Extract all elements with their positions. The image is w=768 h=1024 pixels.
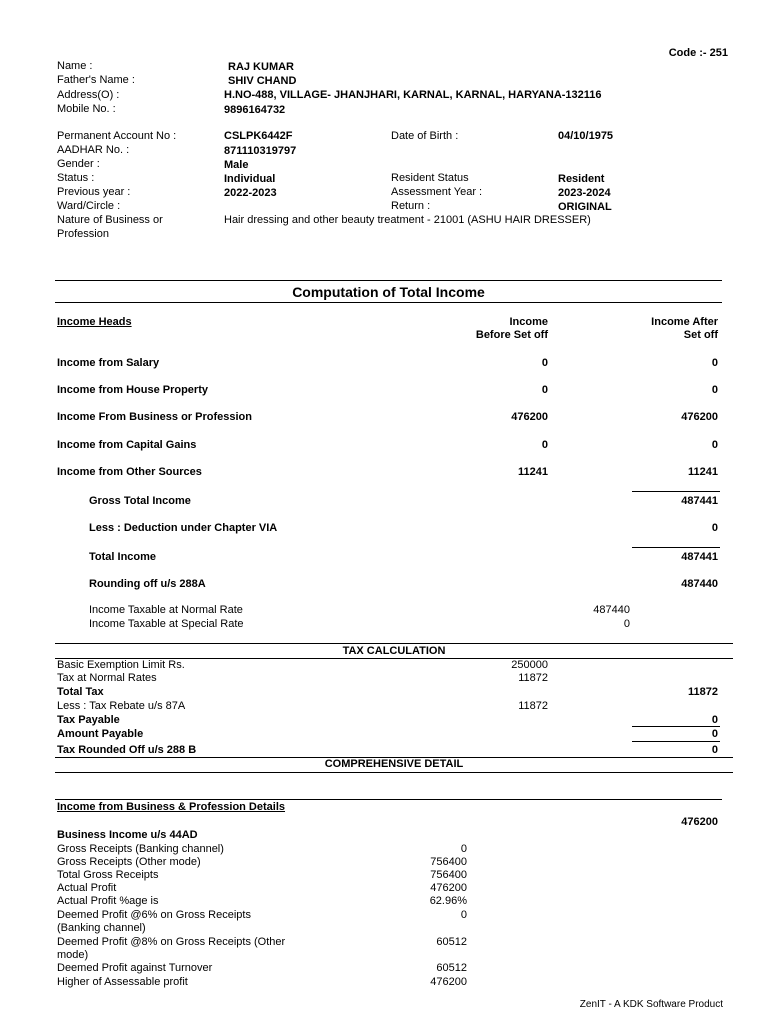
deduction-label: Less : Deduction under Chapter VIA [89,522,278,534]
income-row-before: 476200 [511,411,548,423]
dob-value: 04/10/1975 [558,130,614,142]
amount-payable-value: 0 [711,728,718,740]
col-after-header-line2: Set off [683,329,718,341]
sum-line [632,547,720,548]
income-row-after: 0 [711,439,718,451]
gender-label: Gender : [57,158,100,170]
tax-calculation-title: TAX CALCULATION [342,645,446,657]
return-value: ORIGINAL [558,201,612,213]
income-row-label: Income From Business or Profession [57,411,252,423]
mobile-label: Mobile No. : [57,103,116,115]
aadhar-value: 871110319797 [224,145,297,157]
status-value: Individual [224,173,276,185]
total-income-value: 487441 [681,551,718,563]
higher-profit-label: Higher of Assessable profit [57,976,188,988]
tax-payable-value: 0 [711,714,718,726]
col-after-header-line1: Income After [651,316,718,328]
name-label: Name : [57,60,93,72]
sum-line [632,491,720,492]
mobile-value: 9896164732 [224,104,286,116]
detail-row-value: 62.96% [429,895,467,907]
dob-label: Date of Birth : [391,130,459,142]
gti-value: 487441 [681,495,718,507]
detail-row-label: Actual Profit %age is [57,895,159,907]
detail-row-value: 0 [460,843,467,855]
total-income-label: Total Income [89,551,157,563]
comprehensive-title: COMPREHENSIVE DETAIL [324,758,464,770]
detail-row-label: Gross Receipts (Other mode) [57,856,201,868]
income-row-before: 0 [541,439,548,451]
pan-value: CSLPK6442F [224,130,293,142]
detail-row-value: 476200 [430,882,467,894]
basic-exemption-value: 250000 [511,659,548,671]
deemed-6-label-line1: Deemed Profit @6% on Gross Receipts [57,909,251,921]
special-rate-value: 0 [623,618,630,630]
deduction-value: 0 [711,522,718,534]
assessment-year-label: Assessment Year : [391,186,483,198]
rounding-label: Rounding off u/s 288A [89,578,206,590]
detail-row-label: Total Gross Receipts [57,869,159,881]
rounding-value: 487440 [681,578,718,590]
basic-exemption-label: Basic Exemption Limit Rs. [57,659,185,671]
income-row-label: Income from House Property [57,384,208,396]
income-row-after: 0 [711,384,718,396]
footer-text: ZenIT - A KDK Software Product [579,999,723,1010]
income-heads-label: Income Heads [57,316,132,328]
pan-label: Permanent Account No : [57,130,177,142]
name-value: RAJ KUMAR [228,61,294,73]
nature-label-line1: Nature of Business or [57,214,163,226]
income-row-label: Income from Capital Gains [57,439,197,451]
nature-value: Hair dressing and other beauty treatment - 21001 (ASHU HAIR DRESSER) [224,214,591,226]
turnover-label: Deemed Profit against Turnover [57,962,213,974]
detail-row-value: 756400 [430,869,467,881]
tax-rounded-value: 0 [711,744,718,756]
computation-title: Computation of Total Income [292,284,485,300]
resident-status-label: Resident Status [391,172,469,184]
business-details-total: 476200 [681,816,718,828]
tax-normal-label: Tax at Normal Rates [57,672,157,684]
divider [55,799,722,800]
divider [55,643,733,644]
detail-row-label: Actual Profit [57,882,117,894]
assessment-year-value: 2023-2024 [558,187,611,199]
normal-rate-value: 487440 [593,604,630,616]
deemed-8-label-line1: Deemed Profit @8% on Gross Receipts (Other [57,936,286,948]
total-tax-label: Total Tax [57,686,104,698]
address-label: Address(O) : [57,89,120,101]
gender-value: Male [224,159,249,171]
rebate-label: Less : Tax Rebate u/s 87A [57,700,186,712]
divider [55,772,733,773]
income-row-label: Income from Other Sources [57,466,202,478]
divider [55,280,722,281]
income-row-after: 476200 [681,411,718,423]
higher-profit-value: 476200 [430,976,467,988]
nature-label-line2: Profession [57,228,109,240]
gti-label: Gross Total Income [89,495,191,507]
income-row-after: 0 [711,357,718,369]
sum-line [632,726,720,727]
turnover-value: 60512 [436,962,467,974]
father-label: Father's Name : [57,74,135,86]
income-row-after: 11241 [688,466,718,478]
status-label: Status : [57,172,95,184]
address-value: H.NO-488, VILLAGE- JHANJHARI, KARNAL, KARNAL, HARYANA-132116 [224,89,602,101]
tax-normal-value: 11872 [518,672,548,684]
detail-row-value: 756400 [430,856,467,868]
tax-rounded-label: Tax Rounded Off u/s 288 B [57,744,197,756]
income-row-label: Income from Salary [57,357,160,369]
tax-payable-label: Tax Payable [57,714,120,726]
rebate-value: 11872 [518,700,548,712]
income-row-before: 11241 [518,466,548,478]
aadhar-label: AADHAR No. : [57,144,130,156]
business-44ad-title: Business Income u/s 44AD [57,829,198,841]
deemed-8-value: 60512 [436,936,467,948]
normal-rate-label: Income Taxable at Normal Rate [89,604,243,616]
deemed-8-label-line2: mode) [57,949,89,961]
total-tax-value: 11872 [688,686,718,698]
divider [55,302,722,303]
col-before-header-line2: Before Set off [475,329,548,341]
deemed-6-label-line2: (Banking channel) [57,922,146,934]
deemed-6-value: 0 [460,909,467,921]
return-label: Return : [391,200,431,212]
sum-line [632,741,720,742]
ward-label: Ward/Circle : [57,200,121,212]
amount-payable-label: Amount Payable [57,728,144,740]
income-row-before: 0 [541,357,548,369]
resident-status-value: Resident [558,173,605,185]
previous-year-value: 2022-2023 [224,187,277,199]
special-rate-label: Income Taxable at Special Rate [89,618,244,630]
col-before-header-line1: Income [509,316,548,328]
code-label: Code :- 251 [668,47,728,59]
previous-year-label: Previous year : [57,186,131,198]
income-row-before: 0 [541,384,548,396]
father-value: SHIV CHAND [228,75,297,87]
business-details-title: Income from Business & Profession Details [57,801,286,813]
detail-row-label: Gross Receipts (Banking channel) [57,843,224,855]
